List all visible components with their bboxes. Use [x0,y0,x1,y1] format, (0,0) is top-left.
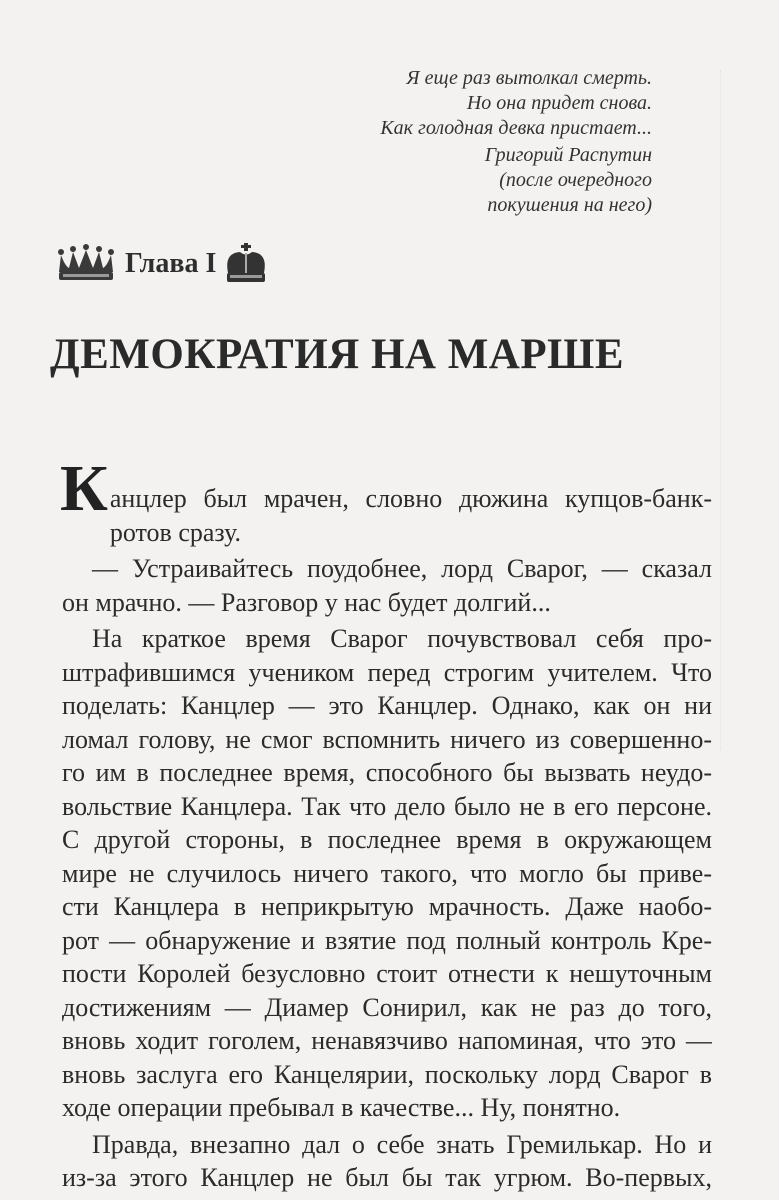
epigraph-note: покушения на него) [487,194,652,216]
chapter-title: ДЕМОКРАТИЯ НА МАРШЕ [50,331,625,378]
text-line: На краткое время Сварог почувствовал себя про- [92,624,712,653]
crown-icon [55,244,117,284]
text-line: он мрачно. — Разговор у нас будет долгий... [62,587,551,617]
epigraph [380,66,652,218]
text-line: ходе операции пребывал в качестве... Ну, понятно. [62,1093,621,1122]
text-line: вновь ходит гоголем, ненавязчиво напоминая, что это — [62,1026,712,1055]
text-line: поделать: Канцлер — это Канцлер. Однако, как он ни [62,691,712,720]
text-line: достижениям — Диамер Сонирил, как не раз до того, [62,992,712,1022]
text-line: — Устраивайтесь поудобнее, лорд Сварог, — сказал [92,554,712,583]
text-line: пости Королей безусловно стоит отнести к нешуточным [62,959,712,988]
epigraph-note: (после очередного [499,169,652,191]
text-line: вновь заслуга его Канцелярии, поскольку лорд Сварог в [62,1059,712,1089]
bleed-through-margin [720,70,751,750]
text-line: го им в последнее время, способного бы вызвать неудо- [62,758,712,787]
epigraph-line: Я еще раз вытолкал смерть. [406,67,652,89]
text-line: ротов сразу. [109,517,242,547]
crown-icon [224,243,268,285]
text-line: штрафившимся учеником перед строгим учителем. Что [62,657,712,687]
drop-cap: К [60,452,108,525]
text-line: С другой стороны, в последнее время в окружающем [62,825,712,854]
chapter-heading [55,243,268,285]
text-line: рот — обнаружение и взятие под полный контроль Кре- [62,925,712,955]
text-line: Правда, внезапно дал о себе знать Гремилькар. Но и [92,1129,712,1159]
chapter-label: Глава I [125,248,217,279]
epigraph-line: Как голодная девка пристает... [380,117,652,139]
text-line: анцлер был мрачен, словно дюжина купцов-банк- [109,484,712,513]
text-line: сти Канцлера в неприкрытую мрачность. Даже наобо- [62,892,712,921]
text-line: ломал голову, не смог вспомнить ничего из совершенно- [62,724,712,754]
text-line: из-за этого Канцлер не был бы так угрюм. Во-первых, [62,1163,712,1192]
text-line: вольствие Канцлера. Так что дело было не в его персоне. [62,791,712,821]
text-line: мире не случилось ничего такого, что могло бы приве- [62,858,712,888]
epigraph-author: Григорий Распутин [484,144,652,166]
epigraph-line: Но она придет снова. [466,92,652,114]
body-text [60,452,712,1195]
